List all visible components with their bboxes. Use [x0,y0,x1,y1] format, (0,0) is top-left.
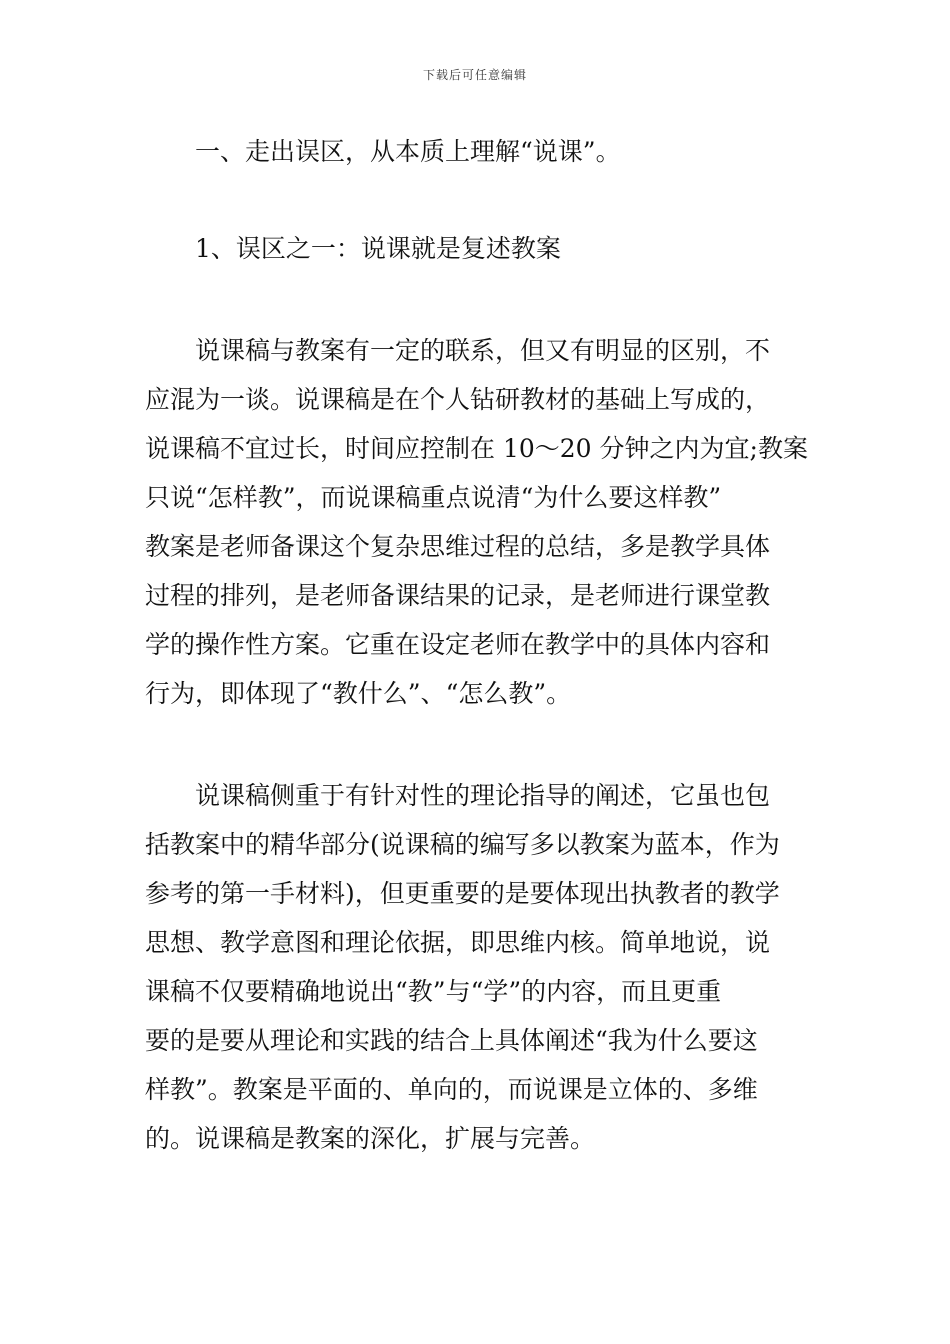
paragraph-line: 说课稿侧重于有针对性的理论指导的阐述，它虽也包 [195,781,771,810]
paragraph-line: 学的操作性方案。它重在设定老师在教学中的具体内容和 [145,630,771,659]
paragraph-line: 只说“怎样教”，而说课稿重点说清“为什么要这样教” [145,483,722,512]
paragraph-line: 行为，即体现了“教什么”、“怎么教”。 [145,679,572,708]
paragraph-line: 的。说课稿是教案的深化，扩展与完善。 [145,1124,596,1153]
paragraph-line: 应混为一谈。说课稿是在个人钻研教材的基础上写成的， [145,385,771,414]
paragraph-line: 过程的排列，是老师备课结果的记录，是老师进行课堂教 [145,581,771,610]
section-heading: 一、走出误区，从本质上理解“说课”。 [195,137,621,166]
paragraph-line: 说课稿不宜过长，时间应控制在 10～20 分钟之内为宜;教案 [145,434,808,463]
paragraph-line: 括教案中的精华部分(说课稿的编写多以教案为蓝本，作为 [145,830,780,859]
paragraph-line: 参考的第一手材料)，但更重要的是要体现出执教者的教学 [145,879,780,908]
paragraph-line: 思想、教学意图和理论依据，即思维内核。简单地说，说 [145,928,771,957]
paragraph-line: 样教”。教案是平面的、单向的，而说课是立体的、多维 [145,1075,758,1104]
paragraph-line: 说课稿与教案有一定的联系，但又有明显的区别，不 [195,336,771,365]
subsection-heading: 1、误区之一：说课就是复述教案 [195,234,561,263]
paragraph-line: 教案是老师备课这个复杂思维过程的总结，多是教学具体 [145,532,771,561]
page-header: 下载后可任意编辑 [422,68,527,82]
paragraph-line: 课稿不仅要精确地说出“教”与“学”的内容，而且更重 [145,977,722,1006]
paragraph-line: 要的是要从理论和实践的结合上具体阐述“我为什么要这 [145,1026,758,1055]
